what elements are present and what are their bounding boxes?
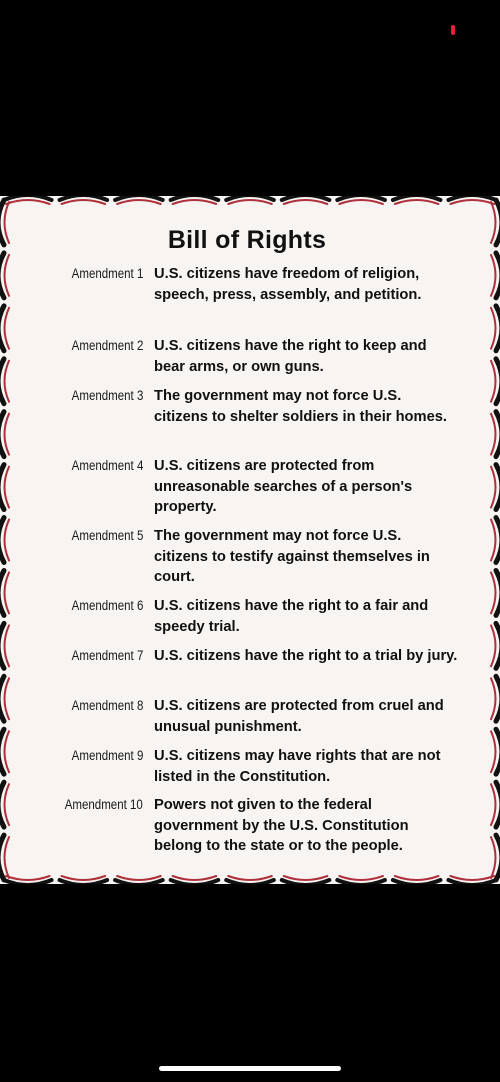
amendment-text: U.S. citizens have the right to keep and bear arms, or own guns. [154,338,427,375]
amendment-label: Amendment 9 [71,748,143,763]
amendment-text: Powers not given to the federal government by the U.S. Constitution belong to the state or to the people. [154,797,409,854]
amendment-text: U.S. citizens have the right to a trial by jury. [154,648,458,664]
poster-title-text: Bill of Rights [167,226,327,254]
amendment-text: U.S. citizens have freedom of religion, speech, press, assembly, and petition. [154,266,422,303]
amendment-text: U.S. citizens may have rights that are not listed in the Constitution. [154,748,441,785]
amendment-text: U.S. citizens are protected from cruel and unusual punishment. [154,698,444,735]
amendment-label: Amendment 5 [71,528,143,543]
amendment-label: Amendment 4 [71,458,143,473]
poster-title [0,226,500,255]
amendment-label: Amendment 2 [71,338,143,353]
amendment-label: Amendment 3 [71,388,143,403]
bill-of-rights-poster [0,196,500,884]
home-bar-icon[interactable] [159,1066,341,1071]
amendment-label: Amendment 7 [71,648,143,663]
amendment-label: Amendment 1 [71,266,143,281]
amendment-text: U.S. citizens are protected from unreasonable searches of a person's property. [154,458,413,515]
amendment-text: U.S. citizens have the right to a fair and speedy trial. [154,598,429,635]
amendment-text: The government may not force U.S. citizens to shelter soldiers in their homes. [154,388,448,425]
amendment-text: The government may not force U.S. citizens to testify against themselves in court. [154,528,430,585]
recording-dot-icon [451,25,455,35]
amendment-label: Amendment 6 [71,598,143,613]
amendment-label: Amendment 10 [64,797,143,812]
amendment-label: Amendment 8 [71,698,143,713]
